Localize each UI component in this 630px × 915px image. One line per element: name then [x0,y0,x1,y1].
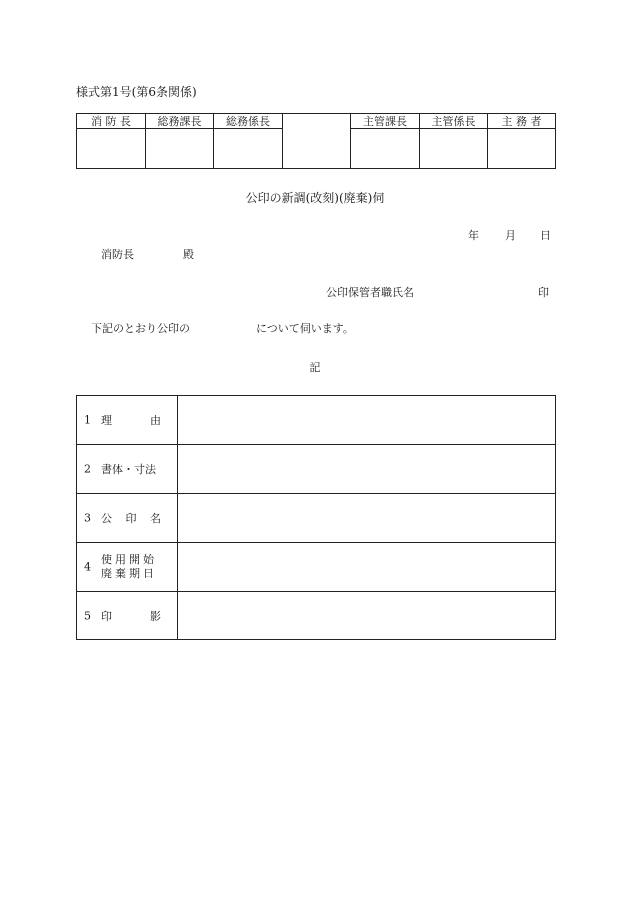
table-row [77,396,555,445]
applicant-seal-mark: 印 [538,286,549,299]
approval-box-supervising-manager[interactable] [351,129,420,168]
row-number: 1 [84,413,91,427]
row-number: 2 [84,462,91,476]
date-day-label: 日 [540,229,551,242]
row-label: 名 [150,512,161,525]
approval-box-fire-chief[interactable] [77,129,146,168]
approval-header-supervising-manager: 主管課長 [351,114,420,129]
approval-stamp-grid [76,113,556,169]
approval-header-supervising-chief: 主管係長 [420,114,488,129]
row-label: 使用開始 [101,553,157,566]
record-table [76,395,556,640]
approval-box-supervising-chief[interactable] [420,129,488,168]
applicant-label: 公印保管者職氏名 [326,286,414,299]
body-text-before: 下記のとおり公印の [91,322,190,335]
approval-box-general-affairs-chief[interactable] [214,129,283,168]
addressee-honorific: 殿 [183,248,194,261]
start-disposal-date-field[interactable] [178,543,555,591]
row-label: 印 [101,609,112,623]
row-label: 由 [150,414,161,427]
table-row [77,592,555,639]
approval-header-general-affairs-chief: 総務係長 [214,114,283,129]
document-title: 公印の新調(改刻)(廃棄)伺 [245,191,385,205]
addressee-role: 消防長 [101,248,134,261]
approval-header-general-affairs-manager: 総務課長 [146,114,214,129]
row-label: 理 [101,414,112,427]
row-label: 公 [101,512,112,525]
reason-field[interactable] [178,396,555,444]
record-heading: 記 [309,361,321,374]
row-number: 3 [84,511,91,525]
date-month-label: 月 [505,229,516,242]
approval-box-staff-in-charge[interactable] [488,129,555,168]
approval-box-blank [283,114,351,168]
approval-header-fire-chief: 消 防 長 [77,114,146,129]
approval-header-staff-in-charge: 主 務 者 [488,114,555,129]
table-row [77,445,555,494]
row-label: 印 [125,512,137,525]
seal-impression-field[interactable] [178,592,555,639]
approval-box-general-affairs-manager[interactable] [146,129,214,168]
form-number: 様式第1号(第6条関係) [76,85,197,99]
table-row [77,494,555,543]
row-number: 5 [84,609,91,622]
typeface-size-field[interactable] [178,445,555,493]
row-number: 4 [84,560,91,574]
seal-name-field[interactable] [178,494,555,542]
row-label: 書体・寸法 [101,463,156,476]
table-row [77,543,555,592]
body-text-after: について伺います。 [256,322,354,335]
row-label: 影 [150,609,161,623]
date-year-label: 年 [468,229,479,242]
row-label: 廃棄期日 [101,567,157,580]
